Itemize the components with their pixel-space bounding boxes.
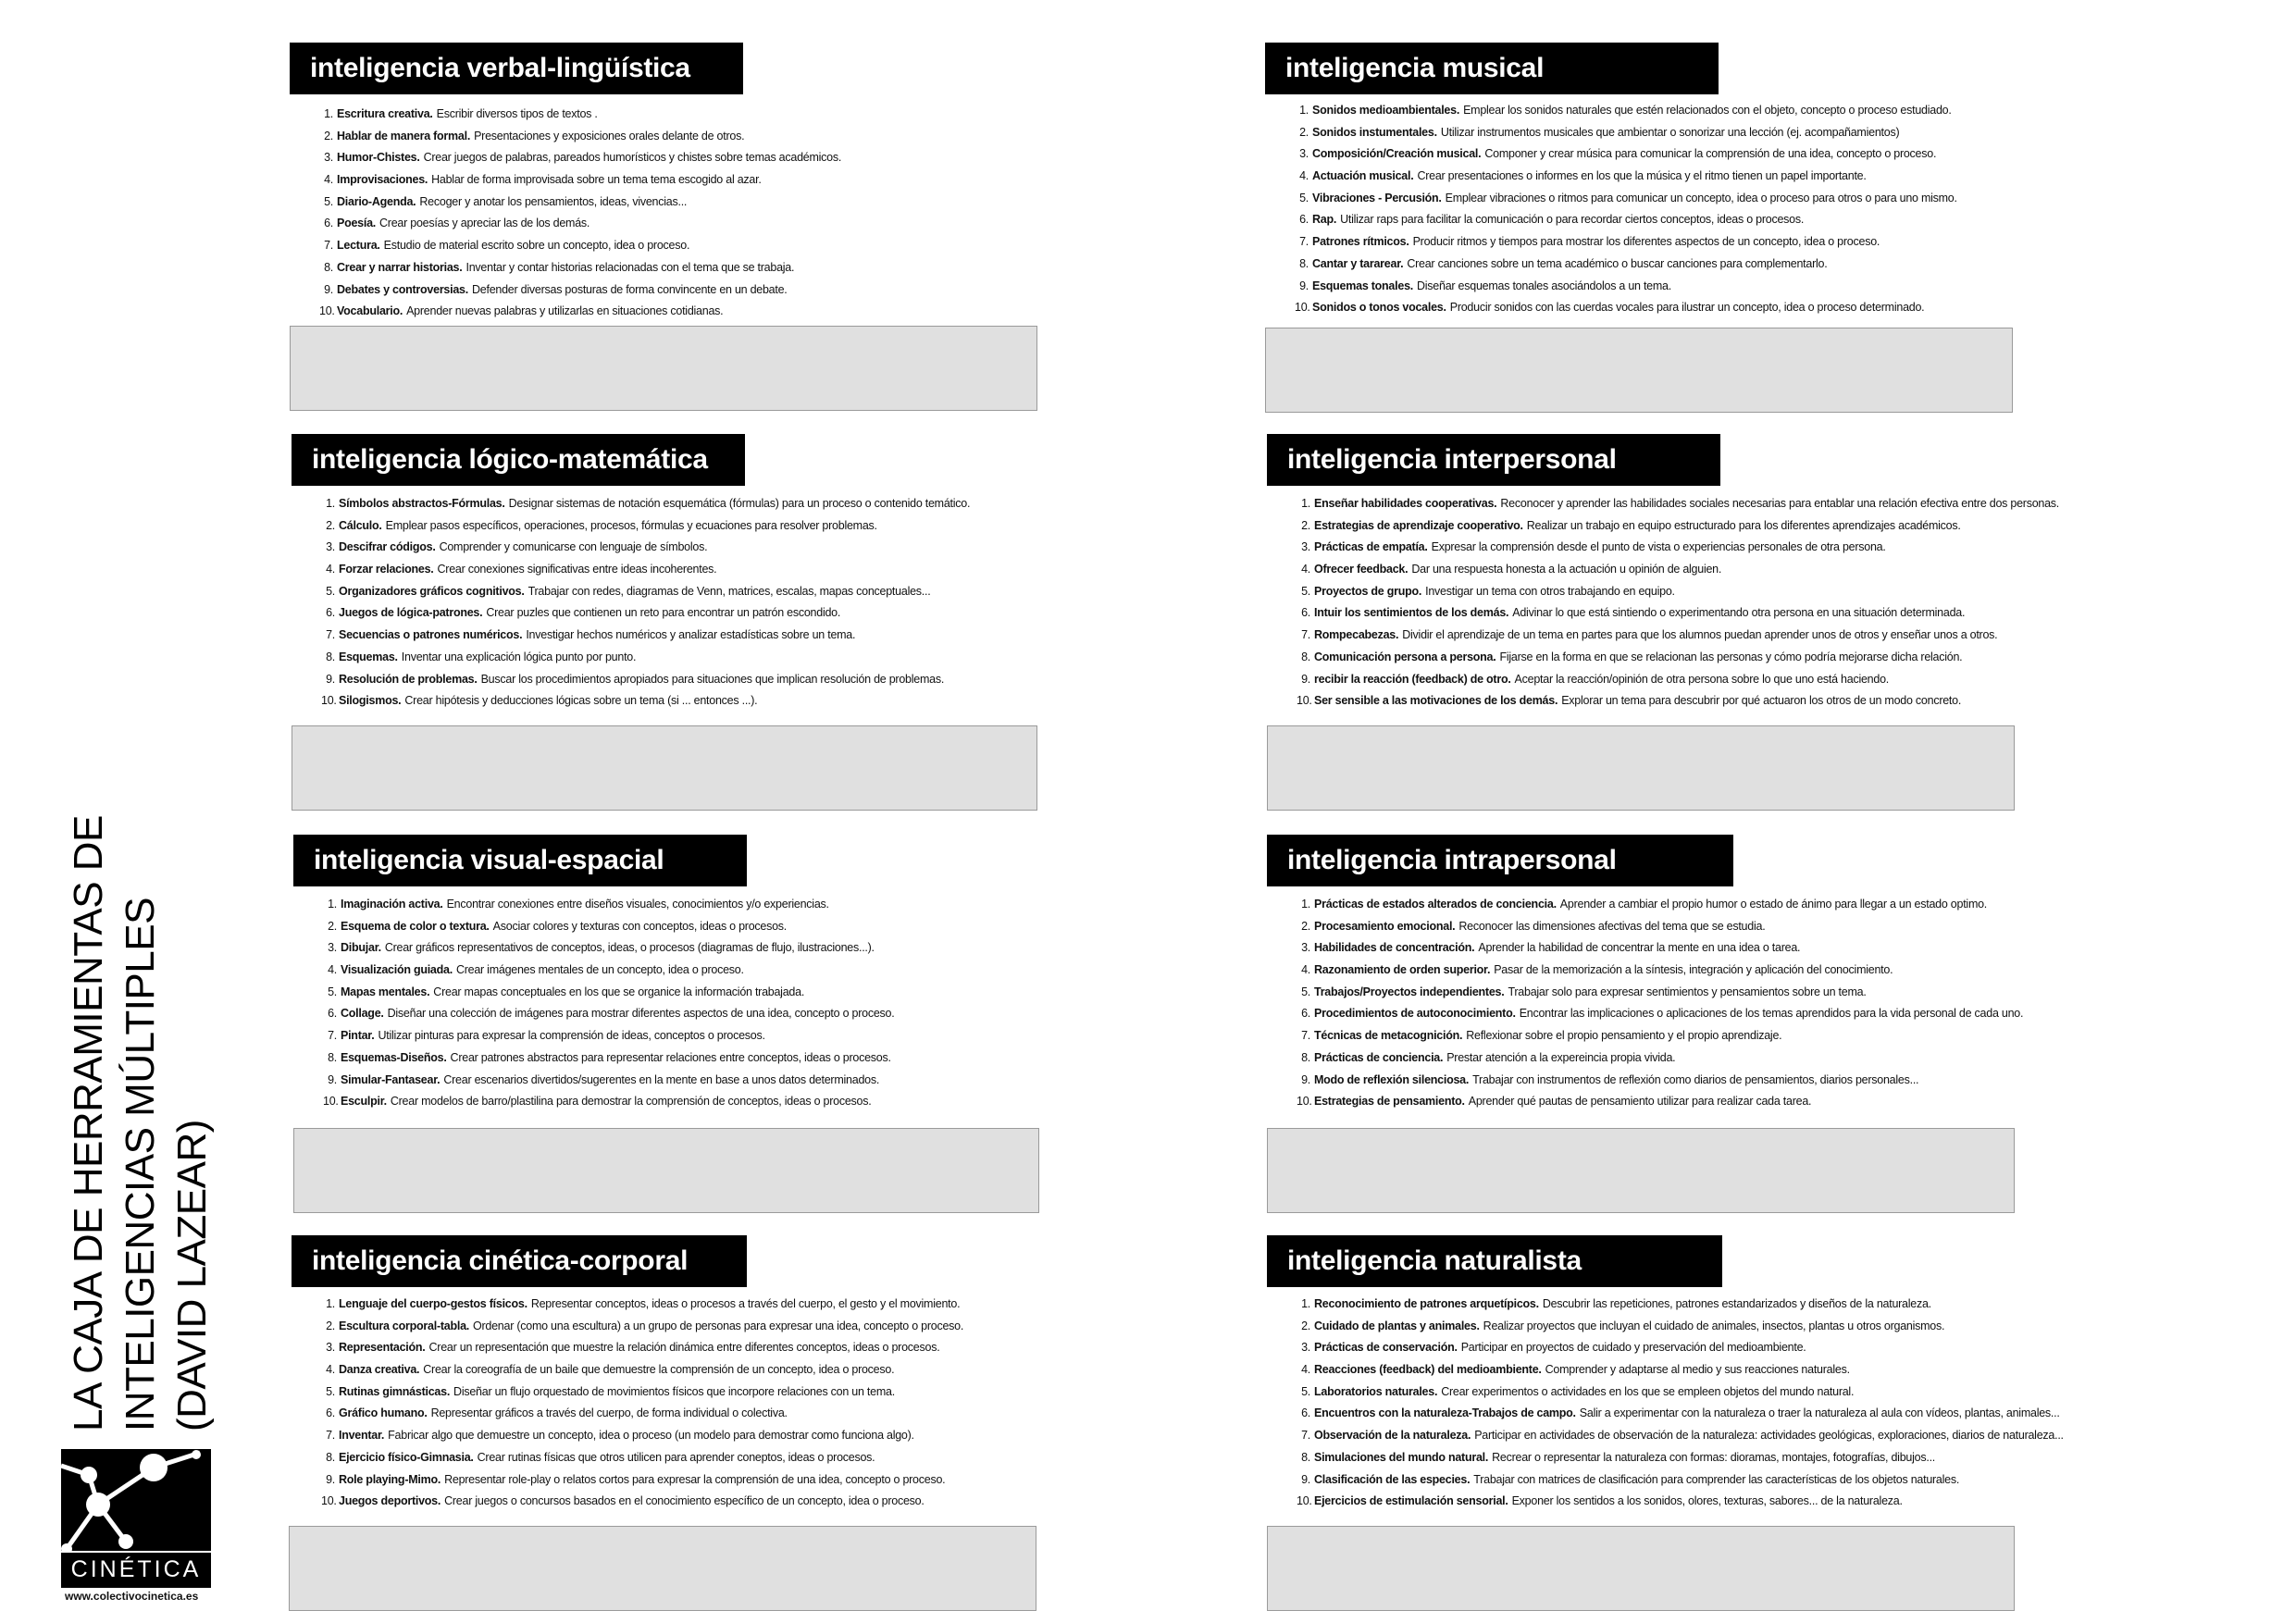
list-item: 5. Diario-Agenda. Recoger y anotar los pensamientos, ideas, vivencias... <box>324 194 688 208</box>
list-item: 8. Cantar y tararear. Crear canciones sobre un tema académico o buscar canciones para complementarlo. <box>1299 256 1828 270</box>
list-item: 6. Collage. Diseñar una colección de imágenes para mostrar diferentes aspectos de una idea, concepto o proceso. <box>328 1007 895 1021</box>
list-item: 8. Esquemas-Diseños. Crear patrones abstractos para representar relaciones entre conceptos, ideas o procesos. <box>328 1050 891 1064</box>
list-item: 3. Composición/Creación musical. Componer y crear música para comunicar la comprensión de una idea, concepto o proceso. <box>1299 147 1937 161</box>
list-item: 9. Clasificación de las especies. Trabajar con matrices de clasificación para comprender las características de los objetos naturales. <box>1301 1472 1960 1486</box>
list-item: 8. Crear y narrar historias. Inventar y contar historias relacionadas con el tema que se trabaja. <box>324 260 795 274</box>
list-item: 6. Procedimientos de autoconocimiento. Encontrar las implicaciones o aplicaciones de los temas aprendidos para la vida personal de cada uno. <box>1301 1007 2024 1021</box>
cinetica-logo <box>61 1449 211 1588</box>
list-item: 2. Esquema de color o textura. Asociar colores y texturas con conceptos, ideas o procesos. <box>328 919 788 933</box>
tool-list <box>1297 1294 2222 1513</box>
list-item: 3. Prácticas de empatía. Expresar la comprensión desde el punto de vista o experiencias personales de otra persona. <box>1301 540 1886 554</box>
notes-box[interactable] <box>1267 725 2015 811</box>
list-item: 1. Imaginación activa. Encontrar conexiones entre diseños visuales, conocimientos y/o experiencias. <box>328 898 829 911</box>
list-item: 1. Reconocimiento de patrones arquetípicos. Descubrir las repeticiones, patrones estandarizados y diseños de la naturaleza. <box>1301 1297 1931 1310</box>
list-item: 4. Improvisaciones. Hablar de forma improvisada sobre un tema tema escogido al azar. <box>324 173 762 187</box>
list-item: 10. Silogismos. Crear hipótesis y deducciones lógicas sobre un tema (si ... entonces ...). <box>321 694 758 708</box>
side-title-line-2: INTELIGENCIAS MÚLTIPLES <box>118 898 163 1431</box>
notes-box[interactable] <box>293 1128 1039 1213</box>
list-item: 7. Secuencias o patrones numéricos. Investigar hechos numéricos y analizar estadísticas sobre un tema. <box>326 628 856 642</box>
list-item: 4. Visualización guiada. Crear imágenes mentales de un concepto, idea o proceso. <box>328 963 744 977</box>
block-title: inteligencia lógico-matemática <box>292 434 745 486</box>
side-title <box>63 765 218 1431</box>
block-title: inteligencia visual-espacial <box>293 835 747 886</box>
list-item: 1. Lenguaje del cuerpo-gestos físicos. Representar conceptos, ideas o procesos a través del cuerpo, el gesto y el movimiento. <box>326 1297 961 1310</box>
list-item: 2. Procesamiento emocional. Reconocer las dimensiones afectivas del tema que se estudia. <box>1301 919 1766 933</box>
list-item: 9. Role playing-Mimo. Representar role-play o relatos cortos para expresar la comprensión de una idea, concepto o proceso. <box>326 1472 946 1486</box>
list-item: 7. Inventar. Fabricar algo que demuestre un concepto, idea o proceso (un modelo para demostrar como funciona algo). <box>326 1429 914 1443</box>
list-item: 8. Esquemas. Inventar una explicación lógica punto por punto. <box>326 650 637 663</box>
notes-box[interactable] <box>292 725 1037 811</box>
list-item: 8. Simulaciones del mundo natural. Recrear o representar la naturaleza con formas: dioramas, montajes, fotografías, dibujos... <box>1301 1450 1936 1464</box>
list-item: 5. Vibraciones - Percusión. Emplear vibraciones o ritmos para comunicar un concepto, idea o proceso para otros o para uno mismo. <box>1299 191 1957 204</box>
list-item: 7. Lectura. Estudio de material escrito sobre un concepto, idea o proceso. <box>324 239 690 253</box>
list-item: 8. Ejercicio físico-Gimnasia. Crear rutinas físicas que otros utilicen para aprender coneptos, ideas o procesos. <box>326 1450 875 1464</box>
list-item: 3. Prácticas de conservación. Participar en proyectos de cuidado y preservación del medioambiente. <box>1301 1341 1806 1355</box>
list-item: 4. Reacciones (feedback) del medioambiente. Comprender y adaptarse al medio y sus reacciones naturales. <box>1301 1363 1850 1377</box>
list-item: 3. Descifrar códigos. Comprender y comunicarse con lenguaje de símbolos. <box>326 540 708 554</box>
list-item: 5. Mapas mentales. Crear mapas conceptuales en los que se organice la información trabajada. <box>328 985 805 998</box>
list-item: 10. Sonidos o tonos vocales. Producir sonidos con las cuerdas vocales para ilustrar un concepto, idea o proceso determinado. <box>1295 301 1925 315</box>
list-item: 10. Esculpir. Crear modelos de barro/plastilina para demostrar la comprensión de conceptos, ideas o procesos. <box>323 1095 872 1109</box>
list-item: 7. Técnicas de metacognición. Reflexionar sobre el propio pensamiento y el propio aprendizaje. <box>1301 1029 1782 1043</box>
list-item: 4. Ofrecer feedback. Dar una respuesta honesta a la actuación u opinión de alguien. <box>1301 563 1722 576</box>
block-title: inteligencia musical <box>1265 43 1719 94</box>
block-title: inteligencia intrapersonal <box>1267 835 1733 886</box>
list-item: 4. Actuación musical. Crear presentaciones o informes en los que la música y el ritmo tienen un papel importante. <box>1299 169 1867 183</box>
block-title: inteligencia cinética-corporal <box>292 1235 747 1287</box>
list-item: 1. Sonidos medioambientales. Emplear los sonidos naturales que estén relacionados con el objeto, concepto o proceso estudiado. <box>1299 104 1952 117</box>
list-item: 6. Poesía. Crear poesías y apreciar las de los demás. <box>324 217 590 230</box>
list-item: 2. Hablar de manera formal. Presentaciones y exposiciones orales delante de otros. <box>324 129 745 142</box>
list-item: 4. Razonamiento de orden superior. Pasar de la memorización a la síntesis, integración y aplicación del conocimiento. <box>1301 963 1893 977</box>
side-title-line-3: (DAVID LAZEAR) <box>169 1120 215 1431</box>
notes-box[interactable] <box>289 1526 1036 1611</box>
list-item: 9. recibir la reacción (feedback) de otro. Aceptar la reacción/opinión de otra persona sobre lo que uno está haciendo. <box>1301 672 1890 686</box>
tool-list <box>321 1294 1247 1513</box>
list-item: 3. Humor-Chistes. Crear juegos de palabras, pareados humorísticos y chistes sobre temas académicos. <box>324 151 842 165</box>
list-item: 6. Intuir los sentimientos de los demás. Adivinar lo que está sintiendo o experimentando otra persona en una situación determinada. <box>1301 606 1966 620</box>
list-item: 3. Habilidades de concentración. Aprender la habilidad de concentrar la mente en una idea o tarea. <box>1301 941 1801 955</box>
notes-box[interactable] <box>1267 1128 2015 1213</box>
list-item: 2. Estrategias de aprendizaje cooperativo. Realizar un trabajo en equipo estructurado para los diferentes aprendizajes académicos. <box>1301 518 1961 532</box>
tool-list <box>1297 493 2222 712</box>
tool-list <box>1297 894 2222 1113</box>
list-item: 2. Cuidado de plantas y animales. Realizar proyectos que incluyan el cuidado de animales, insectos, plantas u otros organismos. <box>1301 1319 1945 1332</box>
list-item: 10. Ser sensible a las motivaciones de los demás. Explorar un tema para descubrir por qué actuaron los otros de un modo concreto. <box>1297 694 1962 708</box>
list-item: 9. Simular-Fantasear. Crear escenarios divertidos/sugerentes en la mente en base a unos datos determinados. <box>328 1072 880 1086</box>
tool-list <box>321 493 1247 712</box>
block-title: inteligencia verbal-lingüística <box>290 43 743 94</box>
block-title: inteligencia naturalista <box>1267 1235 1722 1287</box>
side-title-line-1: LA CAJA DE HERRAMIENTAS DE <box>66 815 111 1431</box>
list-item: 4. Forzar relaciones. Crear conexiones significativas entre ideas incoherentes. <box>326 563 717 576</box>
logo-text: CINÉTICA <box>61 1551 211 1588</box>
list-item: 3. Dibujar. Crear gráficos representativos de conceptos, ideas, o procesos (diagramas de flujo, ilustraciones...). <box>328 941 875 955</box>
list-item: 7. Patrones rítmicos. Producir ritmos y tiempos para mostrar los diferentes aspectos de un concepto, idea o proceso. <box>1299 235 1880 249</box>
list-item: 5. Proyectos de grupo. Investigar un tema con otros trabajando en equipo. <box>1301 584 1675 598</box>
list-item: 1. Escritura creativa. Escribir diversos tipos de textos . <box>324 107 598 120</box>
list-item: 9. Resolución de problemas. Buscar los procedimientos apropiados para situaciones que implican resolución de problemas. <box>326 672 945 686</box>
list-item: 5. Rutinas gimnásticas. Diseñar un flujo orquestado de movimientos físicos que incorpore relaciones con un tema. <box>326 1384 895 1398</box>
list-item: 6. Encuentros con la naturaleza-Trabajos de campo. Salir a experimentar con la naturaleza o traer la naturaleza al aula con vídeos, plantas, animales... <box>1301 1406 2060 1420</box>
list-item: 7. Observación de la naturaleza. Participar en actividades de observación de la naturaleza: actividades geológicas, exploraciones, diarios de naturaleza... <box>1301 1429 2064 1443</box>
list-item: 4. Danza creativa. Crear la coreografía de un baile que demuestre la comprensión de un concepto, idea o proceso. <box>326 1363 895 1377</box>
list-item: 6. Juegos de lógica-patrones. Crear puzles que contienen un reto para encontrar un patrón escondido. <box>326 606 841 620</box>
molecule-icon <box>61 1449 211 1553</box>
list-item: 10. Estrategias de pensamiento. Aprender qué pautas de pensamiento utilizar para realizar cada tarea. <box>1297 1095 1812 1109</box>
list-item: 2. Cálculo. Emplear pasos específicos, operaciones, procesos, fórmulas y ecuaciones para resolver problemas. <box>326 518 877 532</box>
tool-list <box>323 894 1248 1113</box>
list-item: 5. Laboratorios naturales. Crear experimentos o actividades en los que se empleen objetos del mundo natural. <box>1301 1384 1855 1398</box>
tool-list <box>1295 100 2220 319</box>
list-item: 1. Enseñar habilidades cooperativas. Reconocer y aprender las habilidades sociales necesarias para entablar una relación efectiva entre dos personas. <box>1301 497 2060 510</box>
list-item: 9. Esquemas tonales. Diseñar esquemas tonales asociándolos a un tema. <box>1299 279 1671 292</box>
list-item: 1. Prácticas de estados alterados de conciencia. Aprender a cambiar el propio humor o estado de ánimo para llegar a un estado optimo. <box>1301 898 1988 911</box>
list-item: 7. Pintar. Utilizar pinturas para expresar la comprensión de ideas, conceptos o procesos. <box>328 1029 765 1043</box>
tool-list <box>319 104 1245 323</box>
block-title: inteligencia interpersonal <box>1267 434 1720 486</box>
list-item: 1. Símbolos abstractos-Fórmulas. Designar sistemas de notación esquemática (fórmulas) para un proceso o contenido temático. <box>326 497 971 510</box>
list-item: 3. Representación. Crear un representación que muestre la relación dinámica entre diferentes conceptos, ideas o procesos. <box>326 1341 940 1355</box>
list-item: 2. Escultura corporal-tabla. Ordenar (como una escultura) a un grupo de personas para expresar una idea, concepto o proceso. <box>326 1319 964 1332</box>
list-item: 8. Prácticas de conciencia. Prestar atención a la expereincia propia vivida. <box>1301 1050 1676 1064</box>
website-url: www.colectivocinetica.es <box>65 1590 199 1603</box>
notes-box[interactable] <box>1265 328 2013 413</box>
list-item: 5. Organizadores gráficos cognitivos. Trabajar con redes, diagramas de Venn, matrices, escalas, mapas conceptuales... <box>326 584 931 598</box>
list-item: 2. Sonidos instumentales. Utilizar instrumentos musicales que ambientar o sonorizar una lección (ej. acompañamientos) <box>1299 125 1900 139</box>
list-item: 10. Vocabulario. Aprender nuevas palabras y utilizarlas en situaciones cotidianas. <box>319 304 724 318</box>
notes-box[interactable] <box>1267 1526 2015 1611</box>
list-item: 9. Debates y controversias. Defender diversas posturas de forma convincente en un debate. <box>324 282 788 296</box>
notes-box[interactable] <box>290 326 1037 411</box>
list-item: 10. Ejercicios de estimulación sensorial. Exponer los sentidos a los sonidos, olores, texturas, sabores... de la naturaleza. <box>1297 1494 1903 1508</box>
list-item: 6. Gráfico humano. Representar gráficos a través del cuerpo, de forma individual o colectiva. <box>326 1406 788 1420</box>
list-item: 6. Rap. Utilizar raps para facilitar la comunicación o para recordar ciertos conceptos, ideas o procesos. <box>1299 213 1805 227</box>
list-item: 5. Trabajos/Proyectos independientes. Trabajar solo para expresar sentimientos y pensamientos sobre un tema. <box>1301 985 1867 998</box>
list-item: 7. Rompecabezas. Dividir el aprendizaje de un tema en partes para que los alumnos puedan aprender unos de otros y enseñar unos a otros. <box>1301 628 1998 642</box>
list-item: 10. Juegos deportivos. Crear juegos o concursos basados en el conocimiento específico de un concepto, idea o proceso. <box>321 1494 925 1508</box>
list-item: 9. Modo de reflexión silenciosa. Trabajar con instrumentos de reflexión como diarios de pensamientos, diarios personales... <box>1301 1072 1919 1086</box>
list-item: 8. Comunicación persona a persona. Fijarse en la forma en que se relacionan las personas y cómo podría mejorarse dicha relación. <box>1301 650 1963 663</box>
